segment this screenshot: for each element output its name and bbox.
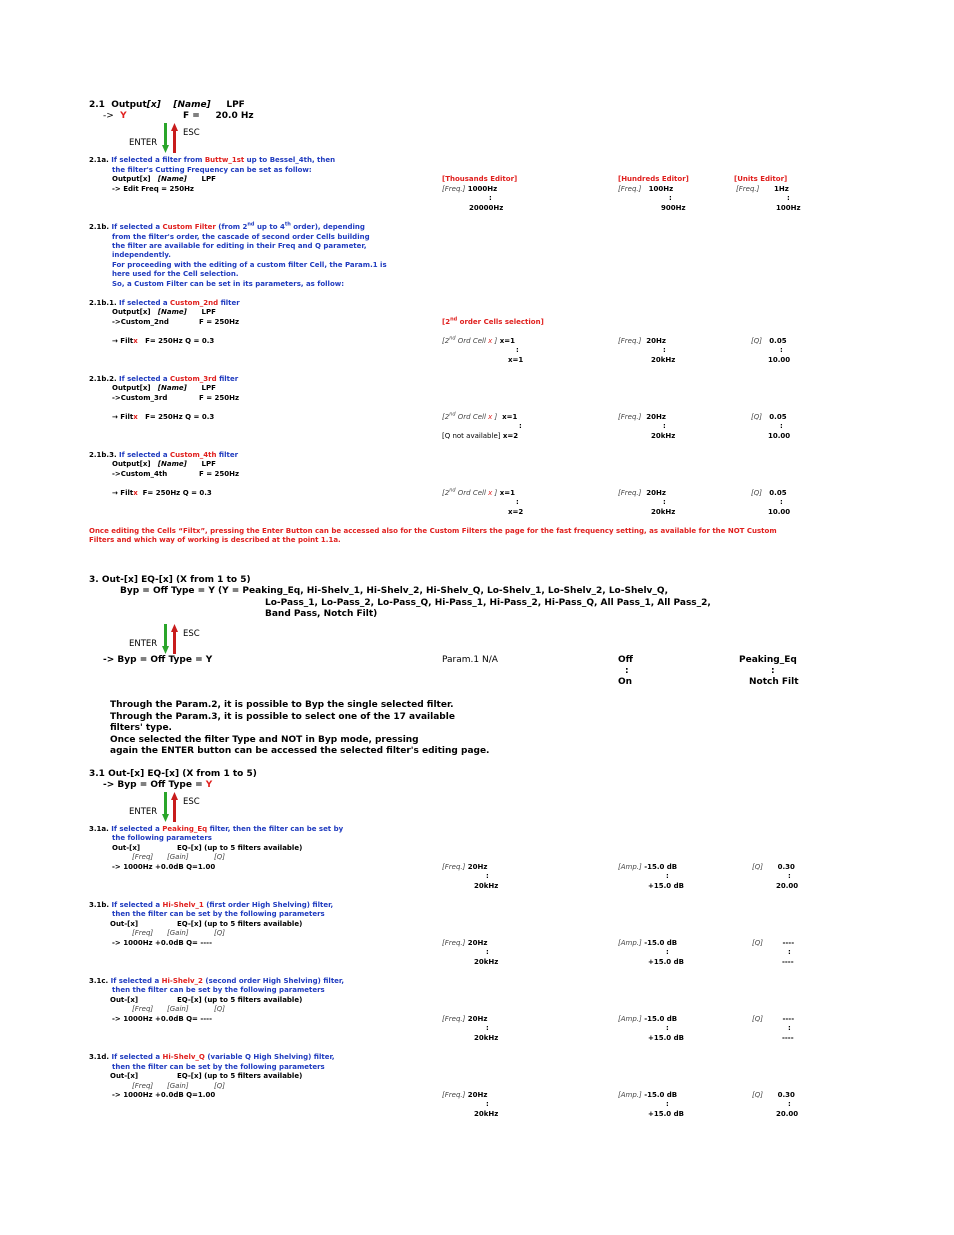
- s21b1-filt: → Filtx F= 250Hz Q = 0.3: [112, 337, 215, 345]
- s21b-line2: from the filter's order, the cascade of second order Cells building: [112, 233, 370, 241]
- s21b2-sel: ->Custom_3rd: [112, 394, 168, 402]
- s31c-freq: [Freq.] 20Hz: [442, 1015, 488, 1023]
- s31c-amp: [Amp.] -15.0 dB: [618, 1015, 678, 1023]
- hundreds-editor-to: 900Hz: [661, 204, 686, 212]
- s3-on: On: [618, 677, 633, 687]
- s31c-q-colon: :: [788, 1024, 791, 1032]
- s31b-freq-colon: :: [486, 948, 489, 956]
- s21b2-q: [Q] 0.05: [751, 413, 787, 421]
- s3-p5: again the ENTER button can be accessed the selected filter's editing page.: [110, 746, 490, 756]
- s31b-gain-lbl: [Gain]: [167, 929, 189, 937]
- s31d-amp-colon: :: [666, 1100, 669, 1108]
- s31b-freq-lbl: [Freq]: [132, 929, 154, 937]
- s3-param1: Param.1 N/A: [442, 655, 498, 665]
- s31d-gain-lbl: [Gain]: [167, 1082, 189, 1090]
- s3-row: -> Byp = Off Type = Y: [103, 655, 213, 665]
- s31d-freq: [Freq.] 20Hz: [442, 1091, 488, 1099]
- s31c-line2: then the filter can be set by the following parameters: [112, 986, 325, 994]
- s31d-eq: EQ-[x] (up to 5 filters available): [177, 1072, 303, 1080]
- s21b2-filt: → Filtx F= 250Hz Q = 0.3: [112, 413, 215, 421]
- s21b3-q-to: 10.00: [768, 508, 791, 516]
- s31b-row: -> 1000Hz +0.0dB Q= ----: [112, 939, 212, 947]
- hundreds-editor-colon: :: [669, 194, 672, 202]
- s3-p3: filters' type.: [110, 723, 172, 733]
- thousands-editor-from: [Freq.] 1000Hz: [442, 185, 498, 193]
- s21b2-output: Output[x] [Name] LPF: [112, 384, 216, 392]
- s21b2-q-to: 10.00: [768, 432, 791, 440]
- s21b3-cell-colon: :: [516, 498, 519, 506]
- s21b3-filt: → Filtx F= 250Hz Q = 0.3: [112, 489, 212, 497]
- s21a-line2: the filter's Cutting Frequency can be set as follow:: [112, 166, 312, 174]
- s31c-freq-lbl: [Freq]: [132, 1005, 154, 1013]
- s31c-q-to: ----: [782, 1034, 794, 1042]
- s31d-amp: [Amp.] -15.0 dB: [618, 1091, 678, 1099]
- s31d-out: Out-[x]: [110, 1072, 139, 1080]
- thousands-editor-to: 20000Hz: [469, 204, 504, 212]
- s31b-q-lbl: [Q]: [214, 929, 225, 937]
- s3-off: Off: [618, 655, 633, 665]
- s21b3-q-colon: :: [780, 498, 783, 506]
- s31c-eq: EQ-[x] (up to 5 filters available): [177, 996, 303, 1004]
- s31a-gain-lbl: [Gain]: [167, 853, 189, 861]
- s31b-amp-colon: :: [666, 948, 669, 956]
- s31b-q: [Q] ----: [752, 939, 795, 947]
- s21b1-freq-colon: :: [663, 346, 666, 354]
- s3-line4: Band Pass, Notch Filt): [265, 609, 378, 619]
- s31d-freq-to: 20kHz: [474, 1110, 499, 1118]
- s21b3-q: [Q] 0.05: [751, 489, 787, 497]
- s21b3-cell-to: x=2: [508, 508, 524, 516]
- s31b-q-to: ----: [782, 958, 794, 966]
- s31c-amp-to: +15.0 dB: [648, 1034, 684, 1042]
- s31a-eq: EQ-[x] (up to 5 filters available): [177, 844, 303, 852]
- s21b2-f: F = 250Hz: [199, 394, 240, 402]
- esc-label: ESC: [183, 128, 200, 138]
- s21b-line6: here used for the Cell selection.: [112, 270, 239, 278]
- s21-title: 2.1 Output[x] [Name] LPF: [89, 100, 245, 110]
- s31a-freq-to: 20kHz: [474, 882, 499, 890]
- s21b3-freq: [Freq.] 20Hz: [618, 489, 666, 497]
- s31d-freq-colon: :: [486, 1100, 489, 1108]
- s31c-line1: 3.1c. If selected a Hi-Shelv_2 (second order High Shelving) filter,: [89, 977, 345, 985]
- s31d-line1: 3.1d. If selected a Hi-Shelv_Q (variable Q High Shelving) filter,: [89, 1053, 335, 1061]
- s3-peak-colon: :: [771, 666, 775, 676]
- s21-row: -> Y: [103, 111, 127, 121]
- s31a-q-colon: :: [788, 872, 791, 880]
- enter-label: ENTER: [129, 807, 158, 817]
- s21b-line5: For proceeding with the editing of a custom filter Cell, the Param.1 is: [112, 261, 387, 269]
- s31b-q-colon: :: [788, 948, 791, 956]
- s31a-q-lbl: [Q]: [214, 853, 225, 861]
- s21b3-cell: [2nd Ord Cell x ] x=1: [442, 487, 515, 497]
- s31a-freq-lbl: [Freq]: [132, 853, 154, 861]
- s3-p2: Through the Param.3, it is possible to select one of the 17 available: [110, 712, 455, 722]
- s31d-line2: then the filter can be set by the following parameters: [112, 1063, 325, 1071]
- s3-off-colon: :: [625, 666, 629, 676]
- s31a-q-to: 20.00: [776, 882, 799, 890]
- s31d-row: -> 1000Hz +0.0dB Q=1.00: [112, 1091, 216, 1099]
- s31b-amp-to: +15.0 dB: [648, 958, 684, 966]
- note-line1: Once editing the Cells “Filtx”, pressing the Enter Button can be accessed also for the Custom Filters the page for the fast frequency setting, as available for the NOT Custom: [89, 527, 777, 535]
- s3-p4: Once selected the filter Type and NOT in Byp mode, pressing: [110, 735, 419, 745]
- s31a-q: [Q] 0.30: [752, 863, 795, 871]
- s31d-q: [Q] 0.30: [752, 1091, 795, 1099]
- s31a-amp: [Amp.] -15.0 dB: [618, 863, 678, 871]
- s31-row: -> Byp = Off Type = Y: [103, 780, 213, 790]
- s3-p1: Through the Param.2, it is possible to Byp the single selected filter.: [110, 700, 454, 710]
- s21b-line4: independently.: [112, 251, 171, 259]
- s21b1-f: F = 250Hz: [199, 318, 240, 326]
- units-editor-colon: :: [787, 194, 790, 202]
- s3-peak: Peaking_Eq: [739, 655, 797, 665]
- s21a-output: Output[x] [Name] LPF: [112, 175, 216, 183]
- units-editor-to: 100Hz: [776, 204, 801, 212]
- s31c-row: -> 1000Hz +0.0dB Q= ----: [112, 1015, 212, 1023]
- s3-line3: Lo-Pass_1, Lo-Pass_2, Lo-Pass_Q, Hi-Pass_1, Hi-Pass_2, Hi-Pass_Q, All Pass_1, All Pass_2,: [265, 598, 711, 608]
- enter-label: ENTER: [129, 639, 158, 649]
- s21b1-q-to: 10.00: [768, 356, 791, 364]
- s21a-line1: 2.1a. If selected a filter from Buttw_1st up to Bessel_4th, then: [89, 156, 336, 164]
- s21b2-cell-to: [Q not available] x=2: [442, 432, 519, 440]
- s3-line2: Byp = Off Type = Y (Y = Peaking_Eq, Hi-Shelv_1, Hi-Shelv_2, Hi-Shelv_Q, Lo-Shelv_1, Lo-Shelv_2, Lo-Shelv_Q,: [120, 586, 668, 596]
- note-line2: Filters and which way of working is described at the point 1.1a.: [89, 536, 341, 544]
- s31b-amp: [Amp.] -15.0 dB: [618, 939, 678, 947]
- esc-label: ESC: [183, 797, 200, 807]
- s21b3-freq-colon: :: [663, 498, 666, 506]
- s31b-line1: 3.1b. If selected a Hi-Shelv_1 (first order High Shelving) filter,: [89, 901, 334, 909]
- thousands-editor-colon: :: [489, 194, 492, 202]
- s31a-freq-colon: :: [486, 872, 489, 880]
- s31b-freq-to: 20kHz: [474, 958, 499, 966]
- s3-notch: Notch Filt: [749, 677, 799, 687]
- s31a-line1: 3.1a. If selected a Peaking_Eq filter, then the filter can be set by: [89, 825, 344, 833]
- s31b-freq: [Freq.] 20Hz: [442, 939, 488, 947]
- s21a-edit: -> Edit Freq = 250Hz: [112, 185, 195, 193]
- s31d-q-colon: :: [788, 1100, 791, 1108]
- s21b-line7: So, a Custom Filter can be set in its parameters, as follow:: [112, 280, 345, 288]
- s31a-out: Out-[x]: [112, 844, 141, 852]
- s31a-amp-colon: :: [666, 872, 669, 880]
- s31-title: 3.1 Out-[x] EQ-[x] (X from 1 to 5): [89, 769, 257, 779]
- enter-label: ENTER: [129, 138, 158, 148]
- s31a-amp-to: +15.0 dB: [648, 882, 684, 890]
- s21b1-cell-to: x=1: [508, 356, 524, 364]
- s3-title: 3. Out-[x] EQ-[x] (X from 1 to 5): [89, 575, 251, 585]
- s21b1-sel: ->Custom_2nd: [112, 318, 169, 326]
- s21b1-output: Output[x] [Name] LPF: [112, 308, 216, 316]
- s31c-amp-colon: :: [666, 1024, 669, 1032]
- s21b1-cell: [2nd Ord Cell x ] x=1: [442, 335, 515, 345]
- enter-esc-arrows-icon: [162, 624, 178, 654]
- s31b-eq: EQ-[x] (up to 5 filters available): [177, 920, 303, 928]
- s21b3-title: 2.1b.3. If selected a Custom_4th filter: [89, 451, 239, 459]
- thousands-editor-title: [Thousands Editor]: [442, 175, 518, 183]
- s31c-q: [Q] ----: [752, 1015, 795, 1023]
- s31d-freq-lbl: [Freq]: [132, 1082, 154, 1090]
- s21b3-f: F = 250Hz: [199, 470, 240, 478]
- cells-selection-title: [2nd order Cells selection]: [442, 316, 544, 326]
- s21b3-freq-to: 20kHz: [651, 508, 676, 516]
- s21b2-freq-to: 20kHz: [651, 432, 676, 440]
- s21-freq: F = 20.0 Hz: [183, 111, 254, 121]
- s21b2-q-colon: :: [780, 422, 783, 430]
- s21b1-cell-colon: :: [516, 346, 519, 354]
- s31a-line2: the following parameters: [112, 834, 212, 842]
- s31a-freq: [Freq.] 20Hz: [442, 863, 488, 871]
- s21b2-cell: [2nd Ord Cell x ] x=1: [442, 411, 518, 421]
- s21b1-freq-to: 20kHz: [651, 356, 676, 364]
- hundreds-editor-title: [Hundreds Editor]: [618, 175, 689, 183]
- s21b2-title: 2.1b.2. If selected a Custom_3rd filter: [89, 375, 239, 383]
- units-editor-title: [Units Editor]: [734, 175, 788, 183]
- s31c-gain-lbl: [Gain]: [167, 1005, 189, 1013]
- s21b2-freq-colon: :: [663, 422, 666, 430]
- s31b-line2: then the filter can be set by the following parameters: [112, 910, 325, 918]
- s21b2-freq: [Freq.] 20Hz: [618, 413, 666, 421]
- s31d-q-to: 20.00: [776, 1110, 799, 1118]
- s21b1-freq: [Freq.] 20Hz: [618, 337, 666, 345]
- hundreds-editor-from: [Freq.] 100Hz: [618, 185, 674, 193]
- s21b1-q-colon: :: [780, 346, 783, 354]
- enter-esc-arrows-icon: [162, 123, 178, 153]
- s21b1-q: [Q] 0.05: [751, 337, 787, 345]
- s31b-out: Out-[x]: [110, 920, 139, 928]
- s21b1-title: 2.1b.1. If selected a Custom_2nd filter: [89, 299, 240, 307]
- s31c-freq-colon: :: [486, 1024, 489, 1032]
- s21b3-sel: ->Custom_4th: [112, 470, 168, 478]
- s31c-freq-to: 20kHz: [474, 1034, 499, 1042]
- s31d-q-lbl: [Q]: [214, 1082, 225, 1090]
- s31d-amp-to: +15.0 dB: [648, 1110, 684, 1118]
- esc-label: ESC: [183, 629, 200, 639]
- enter-esc-arrows-icon: [162, 792, 178, 822]
- s21b2-cell-colon: :: [519, 422, 522, 430]
- units-editor-from: [Freq.] 1Hz: [736, 185, 789, 193]
- s31c-out: Out-[x]: [110, 996, 139, 1004]
- s31a-row: -> 1000Hz +0.0dB Q=1.00: [112, 863, 216, 871]
- s21b3-output: Output[x] [Name] LPF: [112, 460, 216, 468]
- s21b-line1: 2.1b. If selected a Custom Filter (from 2nd up to 4th order), depending: [89, 221, 365, 231]
- s21b-line3: the filter are available for editing in their Freq and Q parameter,: [112, 242, 367, 250]
- s31c-q-lbl: [Q]: [214, 1005, 225, 1013]
